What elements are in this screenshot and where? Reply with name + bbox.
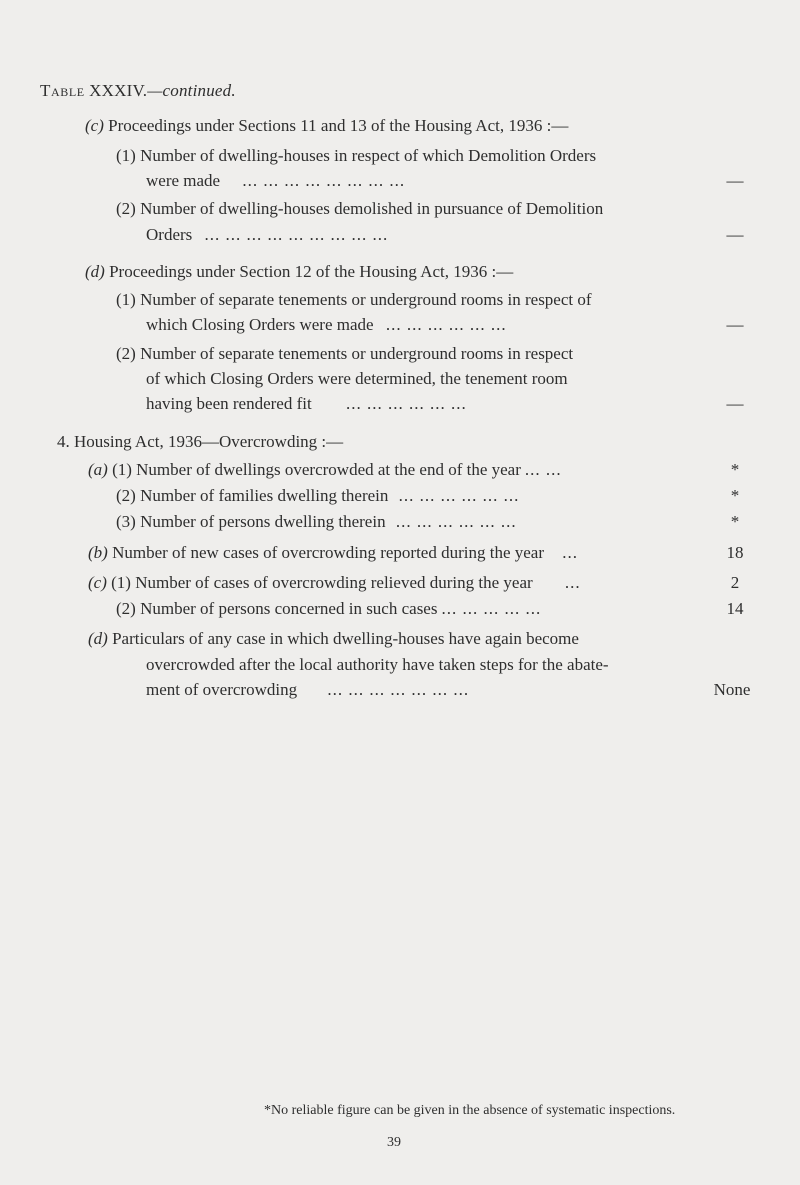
section-d-label: (d)	[85, 262, 105, 281]
section-c-label: (c)	[85, 116, 104, 135]
leader-dots: ... ... ... ... ... ...	[395, 512, 517, 531]
section-4a-item2-value: *	[730, 486, 740, 505]
section-c-heading	[85, 115, 568, 137]
section-d-item1-line1: (1) Number of separate tenements or underground rooms in respect of	[116, 290, 592, 309]
section-d-item2-line1: (2) Number of separate tenements or underground rooms in respect	[116, 344, 574, 363]
section-4d-text3: ment of overcrowding	[146, 680, 298, 699]
section-4b-label: (b)	[88, 543, 108, 562]
leader-dots: ... ...	[524, 460, 562, 479]
leader-dots: ... ... ... ... ...	[441, 599, 542, 618]
leader-dots: ... ... ... ... ... ...	[398, 486, 520, 505]
section-4d-line2: overcrowded after the local authority have taken steps for the abate-	[146, 655, 609, 674]
leader-dots: ...	[562, 543, 579, 562]
section-d-item2-value: —	[726, 394, 744, 413]
section-4b-text: Number of new cases of overcrowding reported during the year	[112, 543, 545, 562]
section-4a-item1-text: (1) Number of dwellings overcrowded at the end of the year	[112, 460, 521, 479]
section-4d-line1	[88, 628, 579, 650]
section-4d-text1: Particulars of any case in which dwelling-houses have again become	[112, 629, 579, 648]
section-4d-label: (d)	[88, 629, 108, 648]
section-4c-item1	[88, 572, 581, 594]
section-4c-item1-value: 2	[730, 573, 740, 592]
leader-dots: ... ... ... ... ... ... ...	[327, 680, 470, 699]
section-4a-item3-value: *	[730, 512, 740, 531]
section-c-item2-value: —	[726, 225, 744, 244]
section-d-item2-line2: of which Closing Orders were determined, the tenement room	[146, 369, 568, 388]
section-d-heading	[85, 261, 513, 283]
section-4c-item2-text: (2) Number of persons concerned in such cases	[116, 599, 438, 618]
section-d-item2-text: having been rendered fit	[146, 394, 312, 413]
section-4a-label: (a)	[88, 460, 108, 479]
table-prefix: Table	[40, 81, 85, 100]
section-c-item2-line2	[146, 224, 388, 246]
section-4d-line3	[146, 679, 469, 701]
section-c-item1-line1: (1) Number of dwelling-houses in respect of which Demolition Orders	[116, 146, 597, 165]
section-d-item2-line3	[146, 393, 467, 415]
leader-dots: ...	[564, 573, 581, 592]
section-c-item1-line2	[146, 170, 405, 192]
leader-dots: ... ... ... ... ... ...	[385, 315, 507, 334]
table-heading	[40, 80, 236, 102]
section-4b-value: 18	[726, 543, 744, 562]
continued-label: —continued.	[147, 81, 236, 100]
leader-dots: ... ... ... ... ... ... ... ...	[242, 171, 406, 190]
section-4c-item2	[116, 598, 541, 620]
leader-dots: ... ... ... ... ... ... ... ... ...	[204, 225, 389, 244]
page-number: 39	[387, 1135, 401, 1150]
section-4a-item2	[116, 485, 519, 507]
section-c-item1-value: —	[726, 171, 744, 190]
section-c-item1-text: were made	[146, 171, 221, 190]
section-d-item1-line2	[146, 314, 507, 336]
section-d-item1-text: which Closing Orders were made	[146, 315, 374, 334]
section-d-title: Proceedings under Section 12 of the Housing Act, 1936 :—	[109, 262, 514, 281]
section-4a-item3	[116, 511, 517, 533]
section-4d-value: None	[713, 680, 751, 699]
section-4a-item1	[88, 459, 562, 481]
section-4a-item3-text: (3) Number of persons dwelling therein	[116, 512, 386, 531]
footnote: *No reliable figure can be given in the absence of systematic inspections.	[264, 1103, 676, 1118]
section-4c-item2-value: 14	[726, 599, 744, 618]
section-4b	[88, 542, 578, 564]
section-c-title: Proceedings under Sections 11 and 13 of the Housing Act, 1936 :—	[108, 116, 569, 135]
section-4a-item1-value: *	[730, 460, 740, 479]
section-4c-item1-text: (1) Number of cases of overcrowding relieved during the year	[111, 573, 533, 592]
section-4a-item2-text: (2) Number of families dwelling therein	[116, 486, 389, 505]
section-4-heading: 4. Housing Act, 1936—Overcrowding :—	[57, 432, 344, 451]
section-c-item2-line1: (2) Number of dwelling-houses demolished in pursuance of Demolition	[116, 199, 604, 218]
section-c-item2-text: Orders	[146, 225, 193, 244]
section-d-item1-value: —	[726, 315, 744, 334]
leader-dots: ... ... ... ... ... ...	[345, 394, 467, 413]
section-4c-label: (c)	[88, 573, 107, 592]
table-number: XXXIV.	[89, 81, 148, 100]
